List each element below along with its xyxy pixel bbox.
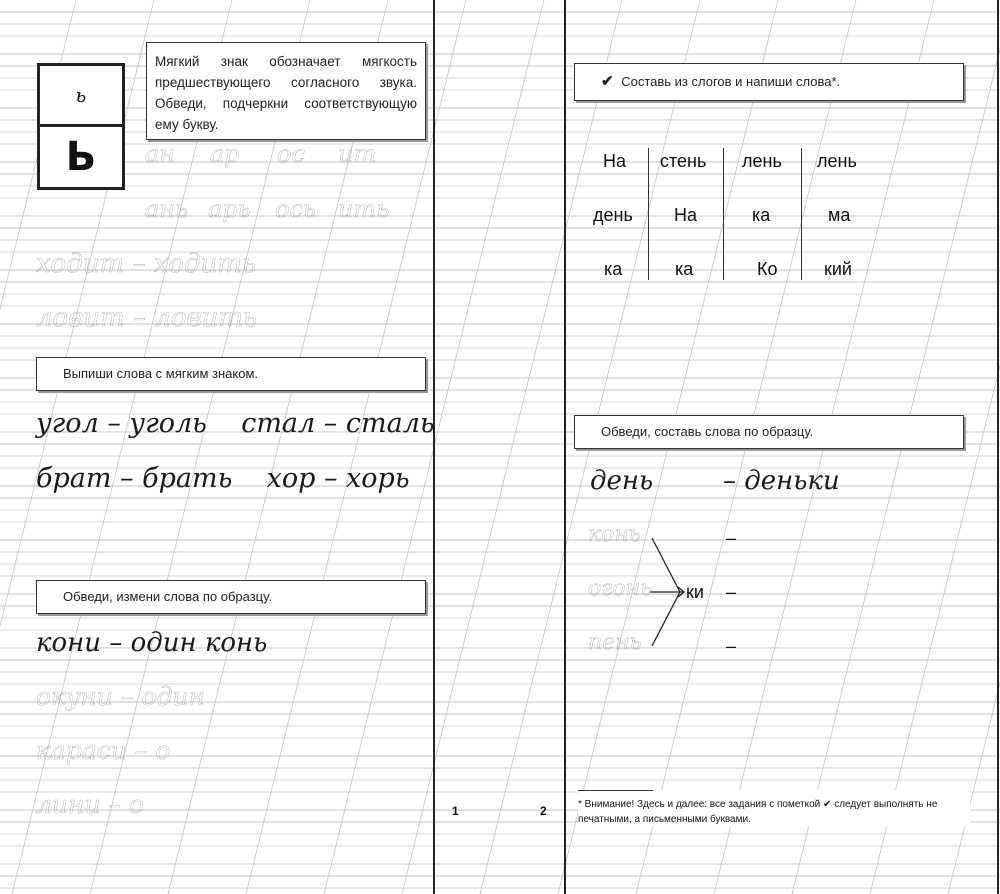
intro-text: Мягкий знак обозначает мягкость предшествующего согласного звука. Обведи, подчеркни соответствующую ему букву.	[155, 54, 417, 132]
table-cell-r3c2: ка	[675, 259, 694, 279]
table-cell-r2c4: ма	[828, 205, 851, 225]
letter-small: ь	[40, 66, 122, 127]
page-number-right: 2	[540, 804, 547, 818]
task3-label: Обведи, измени слова по образцу.	[63, 589, 272, 604]
letter-big: Ь	[65, 134, 97, 180]
table-cell-r1c1: На	[603, 151, 627, 171]
pair-2: ловит – ловить	[36, 303, 258, 333]
word-1: конь	[588, 522, 641, 547]
word-3: пень	[588, 630, 642, 655]
syllable-hard-1: ан	[145, 140, 176, 168]
exercise-3: лини – о	[36, 790, 145, 819]
task2-label: Выпиши слова с мягким знаком.	[63, 366, 258, 381]
example-result: – деньки	[723, 466, 840, 496]
table-cell-r1c3: лень	[742, 151, 782, 171]
syllable-soft-2: арь	[208, 195, 251, 223]
dash-2: –	[726, 582, 737, 602]
footnote-text: * Внимание! Здесь и далее: все задания с пометкой ✔ следует выполнять не печатными, а письменными буквами.	[578, 799, 938, 825]
word-2: огонь	[588, 576, 653, 601]
dash-3: –	[726, 636, 737, 656]
intro-box	[146, 42, 426, 140]
check-icon: ✔	[601, 73, 614, 90]
table-cell-r3c1: ка	[604, 259, 623, 279]
footnote	[578, 790, 970, 827]
task2-line-2: брат – брать хор – хорь	[36, 463, 410, 494]
exercise-2: караси – о	[36, 736, 171, 765]
right-task1-label: Составь из слогов и напиши слова*.	[621, 74, 841, 89]
right-task1-box	[574, 63, 964, 101]
task3-box	[36, 580, 426, 614]
footnote-rule	[578, 790, 653, 791]
example-cursive: кони – один конь	[36, 628, 268, 658]
syllable-soft-1: ань	[145, 195, 189, 223]
suffix-label: ки	[686, 582, 704, 602]
table-cell-r2c3: ка	[752, 205, 771, 225]
dash-1: –	[726, 528, 737, 548]
table-cell-r1c2: стень	[660, 151, 707, 171]
syllable-soft-4: ить	[338, 195, 390, 223]
table-cell-r2c1: день	[593, 205, 633, 225]
table-cell-r3c4: кий	[824, 259, 852, 279]
table-cell-r2c2: На	[674, 205, 698, 225]
task2-line-1: угол – уголь стал – сталь	[36, 408, 435, 439]
syllable-soft-3: ось	[275, 195, 316, 223]
example-word: день	[590, 466, 654, 496]
table-cell-r3c3: Ко	[757, 259, 778, 279]
syllable-hard-4: ит	[338, 140, 377, 168]
right-task2-box	[574, 415, 964, 449]
exercise-1: окуни – один	[36, 682, 205, 711]
page-number-left: 1	[452, 804, 459, 818]
table-cell-r1c4: лень	[817, 151, 857, 171]
syllable-hard-2: ар	[210, 140, 240, 168]
task2-box	[36, 357, 426, 391]
syllable-hard-3: ос	[277, 140, 305, 168]
pair-1: ходит – ходить	[36, 249, 257, 279]
right-task2-label: Обведи, составь слова по образцу.	[601, 424, 814, 439]
letter-card	[37, 63, 125, 190]
